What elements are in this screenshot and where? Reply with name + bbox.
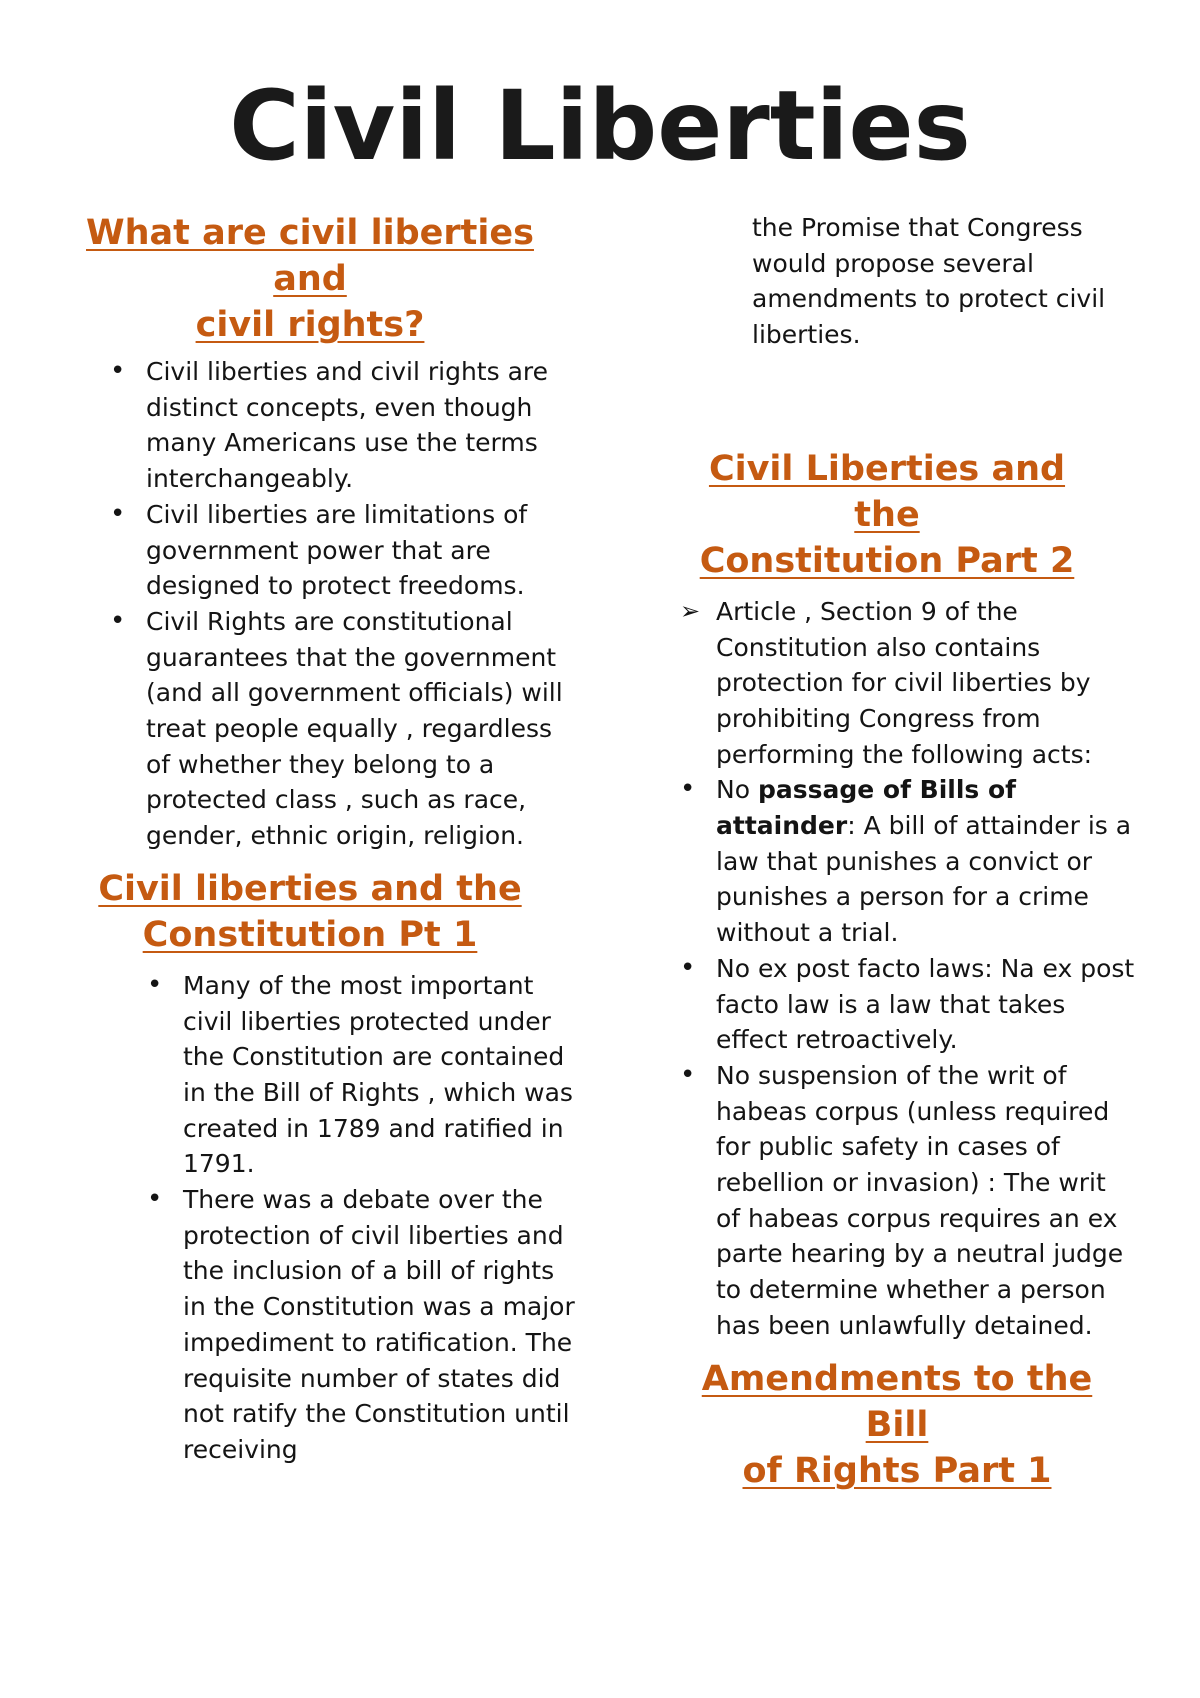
list-item	[716, 772, 1136, 951]
arrow-bullet-icon: ➢	[680, 596, 701, 625]
heading-line: Amendments to the Bill	[701, 1358, 1093, 1445]
section-heading-amendments-part1	[672, 1356, 1122, 1494]
heading-line: Civil Liberties and the	[708, 448, 1066, 535]
list-item-text: No	[716, 775, 758, 805]
list-item-text: Article , Section 9 of the Constitution also contains protection for civil liberties by prohibiting Congress from performing the following acts:	[716, 596, 1093, 769]
section-heading-constitution-pt1	[60, 866, 560, 958]
list-item: • Civil liberties are limitations of government power that are designed to protect freedoms.	[146, 497, 566, 604]
list-item	[680, 594, 1136, 773]
section-heading-civil-liberties-rights	[60, 210, 560, 348]
heading-line: civil rights?	[195, 305, 425, 345]
heading-line: Civil liberties and the	[98, 868, 522, 909]
list-item: • No ex post facto laws: Na ex post facto law is a law that takes effect retroactively.	[716, 951, 1136, 1058]
list-item: • Many of the most important civil liberties protected under the Constitution are contained in the Bill of Rights , which was created in 1789 and ratified in 1791.	[183, 968, 583, 1182]
bullet-list	[183, 968, 583, 1468]
list-item: • No suspension of the writ of habeas corpus (unless required for public safety in cases of rebellion or invasion) : The writ of habeas corpus requires an ex parte hearing by a neutral judge to determine whether a person has been unlawfully detained.	[716, 1058, 1136, 1344]
page-title: Civil Liberties	[229, 70, 971, 182]
list-item-text: : A bill of attainder is a law that punishes a convict or punishes a person for a crime without a trial.	[716, 811, 1132, 948]
bullet-list	[680, 594, 1136, 1344]
right-column	[672, 210, 1152, 1494]
continuation-text: the Promise that Congress would propose several amendments to protect civil liberties.	[752, 213, 1106, 350]
bullet-list	[146, 354, 566, 854]
heading-line: of Rights Part 1	[742, 1450, 1052, 1491]
list-item: • Civil Rights are constitutional guarantees that the government (and all government officials) will treat people equally , regardless of whether they belong to a protected class , such as race, gender, ethnic origin, religion.	[146, 604, 566, 854]
list-item: • Civil liberties and civil rights are distinct concepts, even though many Americans use the terms interchangeably.	[146, 354, 566, 497]
left-column	[60, 210, 580, 1468]
heading-line: Constitution Pt 1	[142, 914, 478, 955]
section-heading-constitution-part2	[672, 446, 1102, 584]
list-item: • There was a debate over the protection of civil liberties and the inclusion of a bill of rights in the Constitution was a major impediment to ratification. The requisite number of states did not ratify the Constitution until receiving	[183, 1182, 583, 1468]
heading-line: Constitution Part 2	[699, 540, 1075, 581]
bold-term: passage of Bills of attainder	[716, 775, 1017, 841]
heading-line: What are civil liberties and	[86, 213, 534, 299]
